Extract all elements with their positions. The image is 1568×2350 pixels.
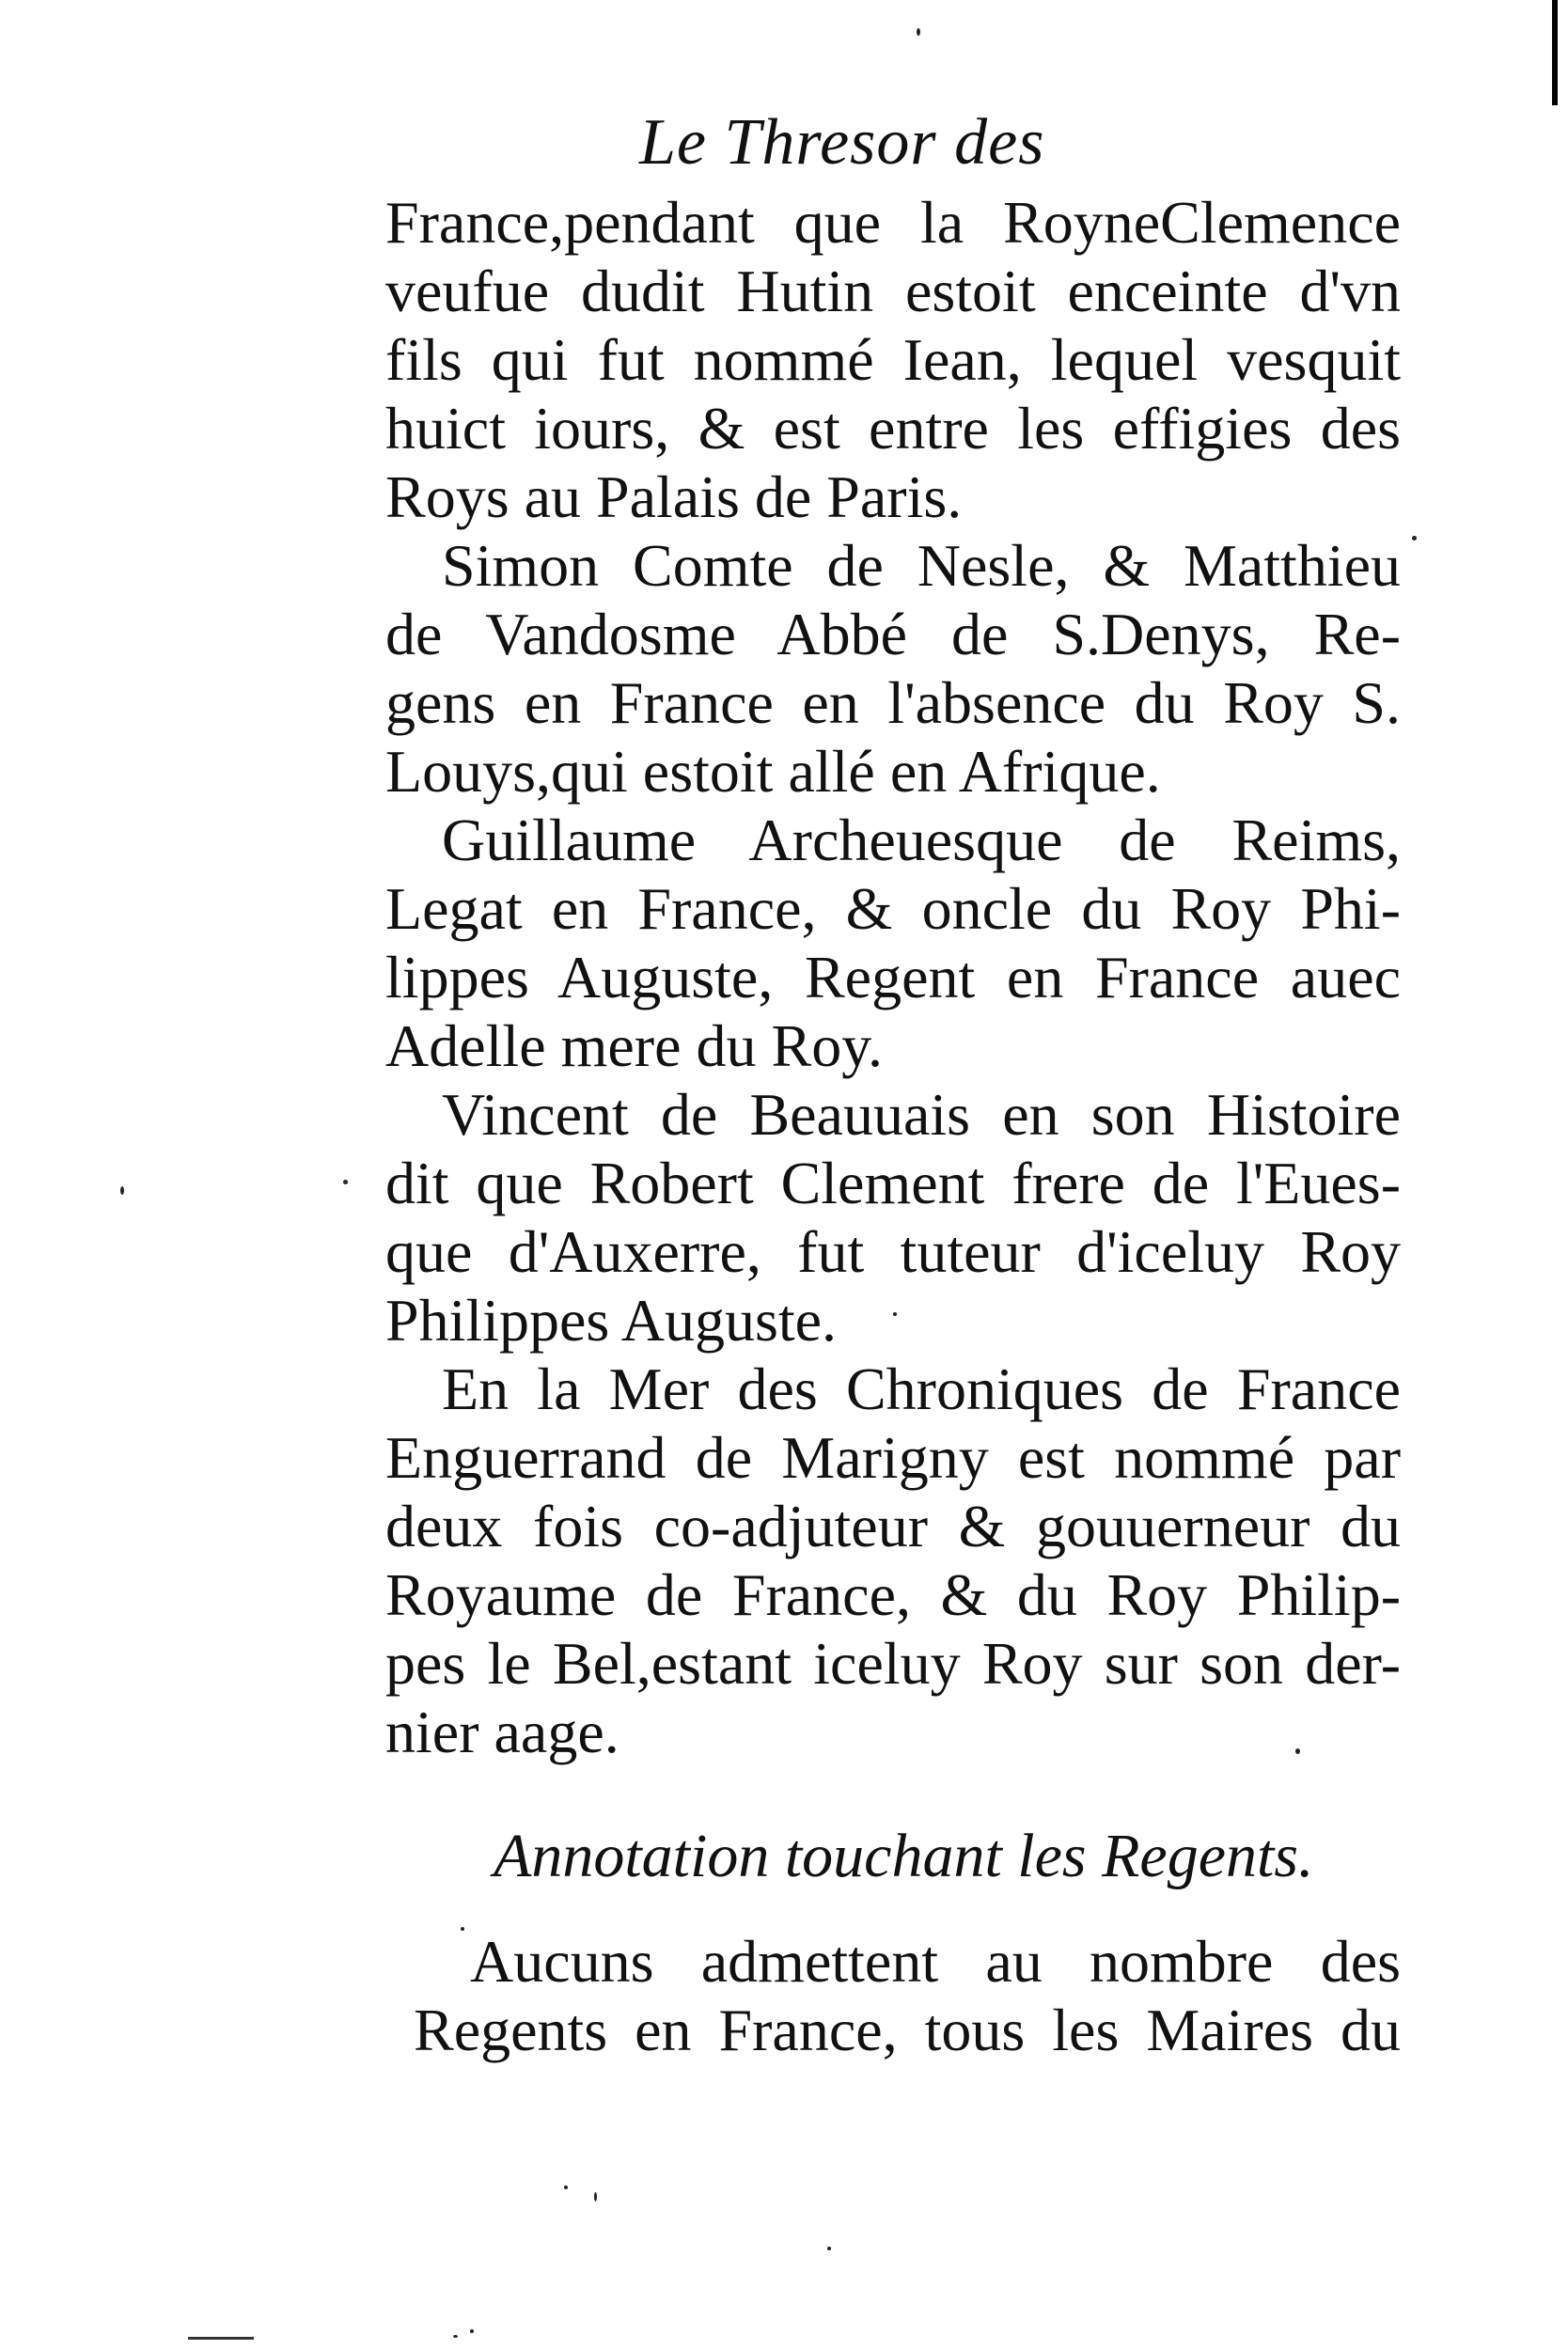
- scan-speck: [893, 1312, 897, 1316]
- text-line: fils qui fut nommé Iean, lequel vesquit: [385, 326, 1401, 393]
- scan-speck: [461, 1927, 464, 1931]
- scan-speck: [120, 1186, 124, 1195]
- text-line: Royaume de France, & du Roy Philip-: [385, 1561, 1401, 1628]
- scan-speck: [564, 2186, 568, 2189]
- scan-speck: [917, 28, 920, 36]
- text-line: de Vandosme Abbé de S.Denys, Re-: [385, 601, 1401, 667]
- footer-rule: [188, 2337, 254, 2340]
- text-line: veufue dudit Hutin estoit enceinte d'vn: [385, 258, 1401, 324]
- text-line: Philippes Auguste.: [385, 1287, 838, 1354]
- scan-speck: [343, 1180, 348, 1184]
- text-line: dit que Robert Clement frere de l'Eues-: [385, 1150, 1401, 1216]
- text-line: Simon Comte de Nesle, & Matthieu: [442, 532, 1401, 599]
- text-line: Aucuns admettent au nombre des: [470, 1928, 1401, 1995]
- text-line: pes le Bel,estant iceluy Roy sur son der-: [385, 1630, 1401, 1697]
- text-line: lippes Auguste, Regent en France auec: [385, 944, 1401, 1010]
- text-line: Regents en France, tous les Maires du: [414, 1997, 1401, 2063]
- text-line: gens en France en l'absence du Roy S.: [385, 669, 1401, 736]
- text-line: Enguerrand de Marigny est nommé par: [385, 1424, 1401, 1491]
- page-edge-mark: [1552, 0, 1558, 105]
- text-line: En la Mer des Chroniques de France: [442, 1355, 1401, 1422]
- body-text: [385, 188, 1401, 1766]
- section-body-text: [414, 1927, 1401, 2064]
- scan-speck: [470, 2329, 474, 2333]
- scan-speck: [1412, 536, 1417, 540]
- scan-speck: [453, 2335, 458, 2338]
- text-line: France,pendant que la RoyneClemence: [385, 189, 1401, 256]
- text-line: nier aage.: [385, 1699, 619, 1765]
- running-head: Le Thresor des: [639, 106, 1045, 179]
- text-line: que d'Auxerre, fut tuteur d'iceluy Roy: [385, 1218, 1401, 1285]
- text-line: deux fois co-adjuteur & gouuerneur du: [385, 1493, 1401, 1559]
- section-heading: Annotation touchant les Regents.: [494, 1822, 1314, 1890]
- text-line: Adelle mere du Roy.: [385, 1012, 884, 1079]
- text-line: Vincent de Beauuais en son Histoire: [442, 1081, 1401, 1148]
- scan-speck: [1295, 1748, 1300, 1754]
- text-line: Roys au Palais de Paris.: [385, 463, 963, 530]
- scan-speck: [827, 2247, 831, 2250]
- text-line: Louys,qui estoit allé en Afrique.: [385, 738, 1161, 805]
- text-line: Guillaume Archeuesque de Reims,: [442, 807, 1401, 873]
- text-line: Legat en France, & oncle du Roy Phi-: [385, 875, 1401, 942]
- text-line: huict iours, & est entre les effigies des: [385, 395, 1401, 462]
- scan-speck: [594, 2192, 597, 2201]
